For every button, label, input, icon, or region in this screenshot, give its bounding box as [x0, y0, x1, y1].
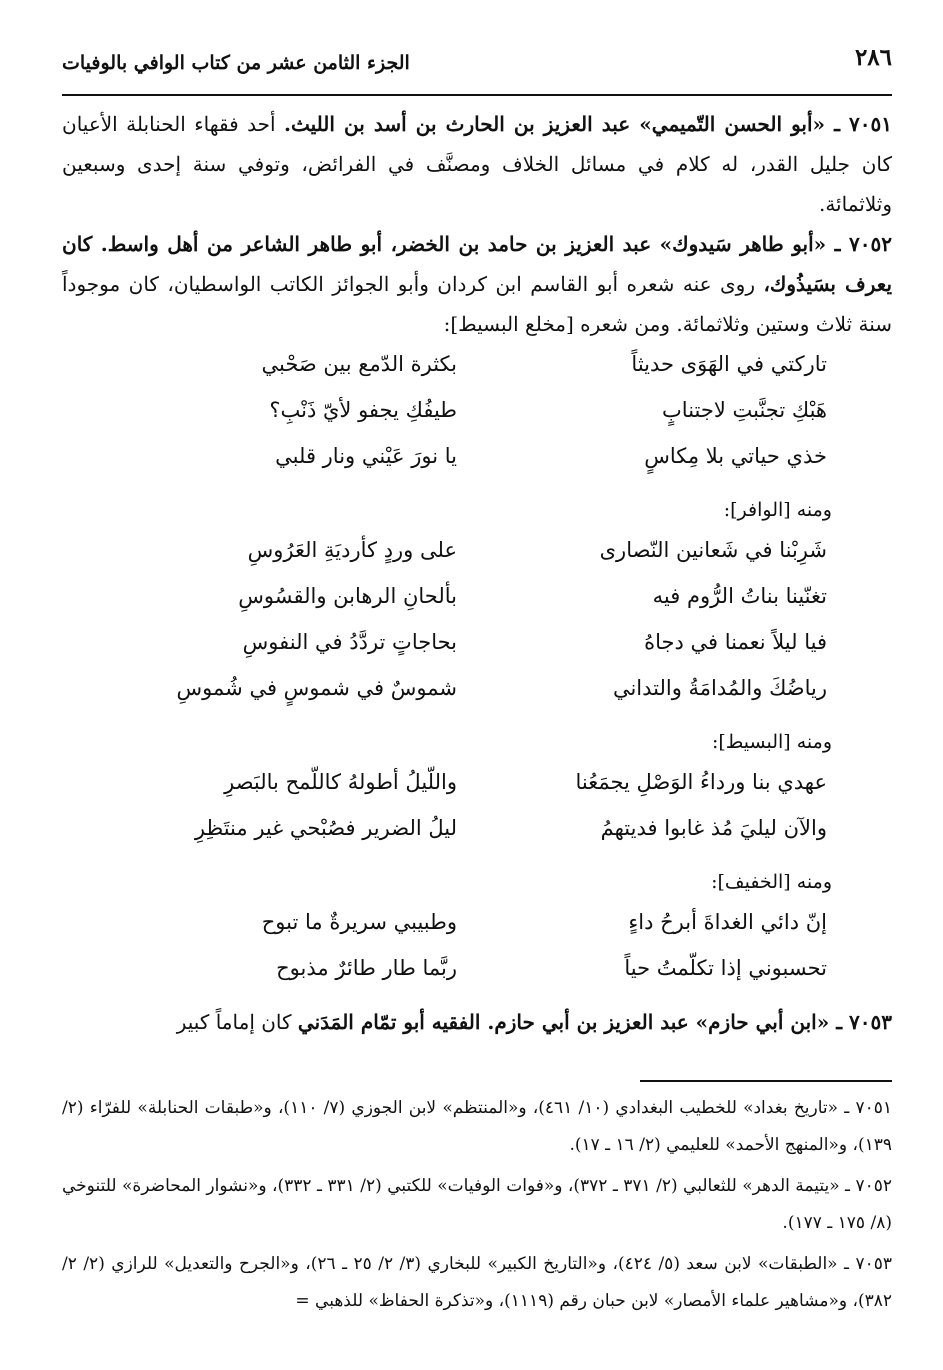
hemistich-first: شَرِبْنا في شَعانين النّصارى [599, 538, 827, 562]
verse [62, 626, 892, 672]
verse [62, 580, 892, 626]
verse [62, 534, 892, 580]
meter-label: ومنه [البسيط]: [711, 731, 832, 753]
hemistich-first: تاركتي في الهَوَى حديثاً [631, 352, 827, 376]
entry-body: أحد فقهاء الحنابلة الأعيان كان جليل القدر، له كلام في مسائل الخلاف ومصنَّف في الفرائض، وتوفي سنة إحدى وسبعين وثلاثمائة. [62, 112, 892, 216]
poem-1 [62, 348, 892, 486]
hemistich-first: تغنّينا بناتُ الرُّوم فيه [652, 584, 827, 608]
running-title: الجزء الثامن عشر من كتاب الوافي بالوفيات [62, 52, 410, 74]
footnotes [62, 1090, 892, 1324]
footnote-rule [640, 1080, 892, 1082]
verse [62, 440, 892, 486]
hemistich-first: خذي حياتي بلا مِكاسٍ [644, 444, 827, 468]
meter-label: ومنه [الخفيف]: [711, 871, 832, 893]
footnote: ٧٠٥١ ـ «تاريخ بغداد» للخطيب البغدادي (١٠/ ٤٦١)، و«المنتظم» لابن الجوزي (٧/ ١١٠)، و«طبقات الحنابلة» للفرّاء (٢/ ١٣٩)، و«المنهج الأحمد» للعليمي (٢/ ١٦ ـ ١٧). [62, 1098, 892, 1155]
hemistich-second: يا نورَ عَيْني ونار قلبي [275, 444, 457, 468]
main-text [62, 104, 892, 1042]
entry-heading: ٧٠٥١ ـ «أبو الحسن التّميمي» عبد العزيز بن الحارث بن أسد بن الليث. [284, 112, 893, 136]
poem-2 [62, 534, 892, 718]
hemistich-first: تحسبوني إذا تكلّمتُ حياً [624, 956, 827, 980]
entry-heading: ٧٠٥٢ ـ «أبو طاهر سَيدوك» عبد العزيز بن حامد بن الخضر، أبو طاهر الشاعر من أهل واسط. كان يعرف بسَيذُوك، [62, 232, 893, 296]
hemistich-second: ربَّما طار طائرٌ مذبوح [276, 956, 457, 980]
page-header [62, 38, 892, 98]
verse [62, 812, 892, 858]
verse [62, 906, 892, 952]
hemistich-first: إنّ دائي الغداةَ أبرحُ داءٍ [628, 910, 827, 934]
footnote: ٧٠٥٣ ـ «الطبقات» لابن سعد (٥/ ٤٢٤)، و«التاريخ الكبير» للبخاري (٣/ ٢/ ٢٥ ـ ٢٦)، و«الجرح والتعديل» للرازي (٢/ ٢/ ٣٨٢)، و«مشاهير علماء الأمصار» لابن حبان رقم (١١١٩)، و«تذكرة الحفاظ» للذهبي = [62, 1254, 892, 1311]
hemistich-first: فيا ليلاً نعمنا في دجاهُ [644, 630, 827, 654]
poem-3 [62, 766, 892, 858]
hemistich-second: على وردٍ كأرديَةِ العَرُوسِ [247, 538, 457, 562]
hemistich-first: رياضُكَ والمُدامَةُ والتداني [612, 676, 827, 700]
entry-body: روى عنه شعره أبو القاسم ابن كردان وأبو الجوائز الكاتب الواسطيان، كان موجوداً سنة ثلاث وستين وثلاثمائة. ومن شعره [مخلع البسيط]: [62, 272, 892, 336]
hemistich-second: بحاجاتٍ تردَّدُ في النفوسِ [242, 630, 457, 654]
hemistich-second: شموسٌ في شموسٍ في شُموسِ [176, 676, 457, 700]
verse [62, 348, 892, 394]
hemistich-second: طيفُكِ يجفو لأيّ ذَنْبِ؟ [269, 398, 457, 422]
verse [62, 672, 892, 718]
hemistich-second: ليلُ الضرير فصُبْحي غير منتَظِرِ [194, 816, 457, 840]
hemistich-second: بألحانِ الرهابن والقسُوسِ [238, 584, 457, 608]
verse [62, 766, 892, 812]
hemistich-first: هَبْكِ تجنَّبتِ لاجتنابٍ [662, 398, 827, 422]
entry-7052 [62, 224, 892, 344]
footnote: ٧٠٥٢ ـ «يتيمة الدهر» للثعالبي (٢/ ٣٧١ ـ ٣٧٢)، و«فوات الوفيات» للكتبي (٢/ ٣٣١ ـ ٣٣٢)، و«نشوار المحاضرة» للتنوخي (٨/ ١٧٥ ـ ١٧٧). [62, 1176, 892, 1233]
entry-7051 [62, 104, 892, 224]
verse [62, 952, 892, 998]
entry-body: كان إماماً كبير [176, 1010, 292, 1034]
entry-heading: ٧٠٥٣ ـ «ابن أبي حازم» عبد العزيز بن أبي حازم. الفقيه أبو تمّام المَدَني [297, 1010, 892, 1034]
poem-4 [62, 906, 892, 998]
verse [62, 394, 892, 440]
meter-label: ومنه [الوافر]: [723, 499, 832, 521]
hemistich-first: عهدي بنا ورداءُ الوَصْلِ يجمَعُنا [575, 770, 827, 794]
hemistich-first: والآن ليليَ مُذ غابوا فديتهمُ [600, 816, 827, 840]
hemistich-second: واللّيلُ أطولهُ كاللّمح بالبَصرِ [224, 770, 457, 794]
header-rule [62, 94, 892, 96]
hemistich-second: بكثرة الدّمع بين صَحْبي [261, 352, 457, 376]
hemistich-second: وطبيبي سريرةٌ ما تبوح [261, 910, 457, 934]
entry-7053 [62, 1002, 892, 1042]
page-number: ٢٨٦ [854, 44, 892, 71]
